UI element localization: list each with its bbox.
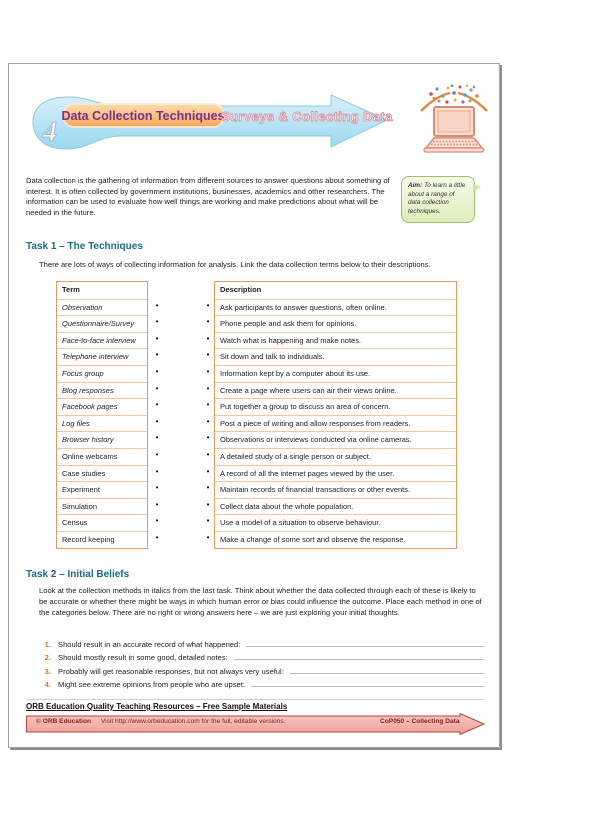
description-cell[interactable]: Information kept by a computer about its use. (215, 365, 456, 382)
worksheet-page (8, 63, 500, 748)
description-table (214, 281, 457, 549)
document-code: CoP050 – Collecting Data (380, 718, 460, 725)
item-text: Should mostly result in some good, detailed notes: (58, 653, 228, 662)
link-bullet[interactable]: • (206, 300, 210, 310)
description-cell[interactable]: Create a page where users can air their views online. (215, 382, 456, 399)
footer-divider (26, 699, 484, 700)
item-number: 1. (44, 639, 51, 649)
term-cell[interactable]: Focus group (57, 365, 147, 382)
link-bullet[interactable]: • (155, 317, 159, 327)
term-cell[interactable]: Observation (57, 299, 147, 316)
term-header-cell: Term (62, 285, 80, 294)
description-cell[interactable]: A detailed study of a single person or subject. (215, 448, 456, 465)
link-bullet[interactable]: • (155, 433, 159, 443)
term-cell[interactable]: Census (57, 514, 147, 531)
term-cell[interactable]: Simulation (57, 498, 147, 515)
term-cell[interactable]: Browser history (57, 431, 147, 448)
task2-instruction: Look at the collection methods in italics from the last task. Think about whether the data collected through each of these is likely to be accurate or whether there might be ways in which human error or bias could influence the outcome. Place each method in one of the categories below. There are no right or wrong answers here – we are just exploring your initial thoughts. (39, 586, 482, 617)
link-bullet[interactable]: • (206, 516, 210, 526)
link-bullet[interactable]: • (206, 383, 210, 393)
item-number: 3. (44, 666, 51, 676)
term-cell[interactable]: Experiment (57, 481, 147, 498)
link-bullet[interactable]: • (206, 350, 210, 360)
aim-label: Aim: (408, 182, 423, 189)
description-cell[interactable]: Observations or interviews conducted via online cameras. (215, 431, 456, 448)
copyright-text: © ORB Education (36, 718, 92, 725)
link-bullet[interactable]: • (206, 499, 210, 509)
item-text: Probably will get reasonable responses, but not always very useful: (58, 666, 284, 676)
link-bullet[interactable]: • (155, 350, 159, 360)
answer-blank[interactable] (246, 646, 484, 647)
description-cell[interactable]: Collect data about the whole population. (215, 498, 456, 515)
link-bullet[interactable]: • (206, 333, 210, 343)
link-bullet[interactable]: • (206, 317, 210, 327)
link-bullet[interactable]: • (155, 466, 159, 476)
link-bullet[interactable]: • (155, 300, 159, 310)
term-cell[interactable]: Face-to-face interview (57, 332, 147, 349)
link-bullet[interactable]: • (155, 366, 159, 376)
footer-sample-line: ORB Education Quality Teaching Resources – Free Sample Materials (26, 702, 288, 711)
description-cell[interactable]: Ask participants to answer questions, often online. (215, 299, 456, 316)
description-header-cell: Description (220, 285, 262, 294)
category-item (39, 662, 484, 676)
page-title: Data Collection Techniques (61, 109, 225, 123)
link-bullet[interactable]: • (206, 483, 210, 493)
description-cell[interactable]: Watch what is happening and make notes. (215, 332, 456, 349)
description-cell[interactable]: Phone people and ask them for opinions. (215, 315, 456, 332)
intro-paragraph: Data collection is the gathering of information from different sources to answer questions about something of interest. It is often collected by government institutions, businesses, academics and other researchers. The information can be used to evaluate how well things are working and make predictions about what will be needed in the future. (26, 176, 390, 217)
visit-text: Visit http://www.orbeducation.com for the full, editable versions. (100, 718, 286, 725)
item-number: 4. (44, 680, 51, 689)
link-bullet[interactable]: • (155, 416, 159, 426)
aim-text: To learn a little about a range of data collection techniques. (408, 182, 466, 215)
description-cell[interactable]: Sit down and talk to individuals. (215, 348, 456, 365)
link-bullet[interactable]: • (155, 400, 159, 410)
term-cell[interactable]: Questionnaire/Survey (57, 315, 147, 332)
description-link-bullets (202, 298, 214, 547)
item-number: 2. (44, 653, 51, 662)
link-bullet[interactable]: • (155, 449, 159, 459)
description-cell[interactable]: Put together a group to discuss an area of concern. (215, 398, 456, 415)
term-cell[interactable]: Case studies (57, 465, 147, 482)
term-cell[interactable]: Log files (57, 415, 147, 432)
page-subtitle: Surveys & Collecting Data (221, 109, 393, 124)
answer-blank[interactable] (234, 659, 484, 660)
description-cell[interactable]: Make a change of some sort and observe the response. (215, 531, 456, 548)
link-bullet[interactable]: • (206, 433, 210, 443)
task1-heading: Task 1 – The Techniques (26, 241, 143, 252)
link-bullet[interactable]: • (155, 532, 159, 542)
task1-instruction: There are lots of ways of collecting information for analysis. Link the data collection terms below to their descriptions. (39, 260, 431, 269)
term-link-bullets (151, 298, 163, 547)
description-cell[interactable]: A record of all the internet pages viewed by the user. (215, 465, 456, 482)
term-cell[interactable]: Facebook pages (57, 398, 147, 415)
answer-blank[interactable] (251, 686, 484, 687)
description-cell[interactable]: Use a model of a situation to observe behaviour. (215, 514, 456, 531)
item-text: Might see extreme opinions from people who are upset: (58, 680, 245, 689)
term-cell[interactable]: Online webcams (57, 448, 147, 465)
link-bullet[interactable]: • (206, 366, 210, 376)
link-bullet[interactable]: • (206, 532, 210, 542)
link-bullet[interactable]: • (155, 383, 159, 393)
term-table (56, 281, 148, 549)
link-bullet[interactable]: • (155, 333, 159, 343)
link-bullet[interactable]: • (206, 400, 210, 410)
answer-blank[interactable] (290, 673, 484, 674)
term-cell[interactable]: Blog responses (57, 382, 147, 399)
laptop-confetti-icon (409, 84, 499, 158)
task2-heading: Task 2 – Initial Beliefs (26, 569, 130, 580)
link-bullet[interactable]: • (155, 516, 159, 526)
description-cell[interactable]: Post a piece of writing and allow responses from readers. (215, 415, 456, 432)
item-text: Should result in an accurate record of what happened: (58, 639, 241, 649)
link-bullet[interactable]: • (206, 416, 210, 426)
task2-category-list (39, 635, 484, 689)
term-cell[interactable]: Telephone interview (57, 348, 147, 365)
term-cell[interactable]: Record keeping (57, 531, 147, 548)
description-cell[interactable]: Maintain records of financial transactions or other events. (215, 481, 456, 498)
category-item (39, 649, 484, 663)
unit-number: 4 (43, 117, 57, 148)
category-item (39, 676, 484, 690)
link-bullet[interactable]: • (155, 499, 159, 509)
confetti-dots (429, 84, 479, 103)
link-bullet[interactable]: • (206, 449, 210, 459)
link-bullet[interactable]: • (155, 483, 159, 493)
aim-callout (401, 176, 475, 223)
link-bullet[interactable]: • (206, 466, 210, 476)
header-banner (23, 89, 398, 157)
category-item (39, 635, 484, 649)
